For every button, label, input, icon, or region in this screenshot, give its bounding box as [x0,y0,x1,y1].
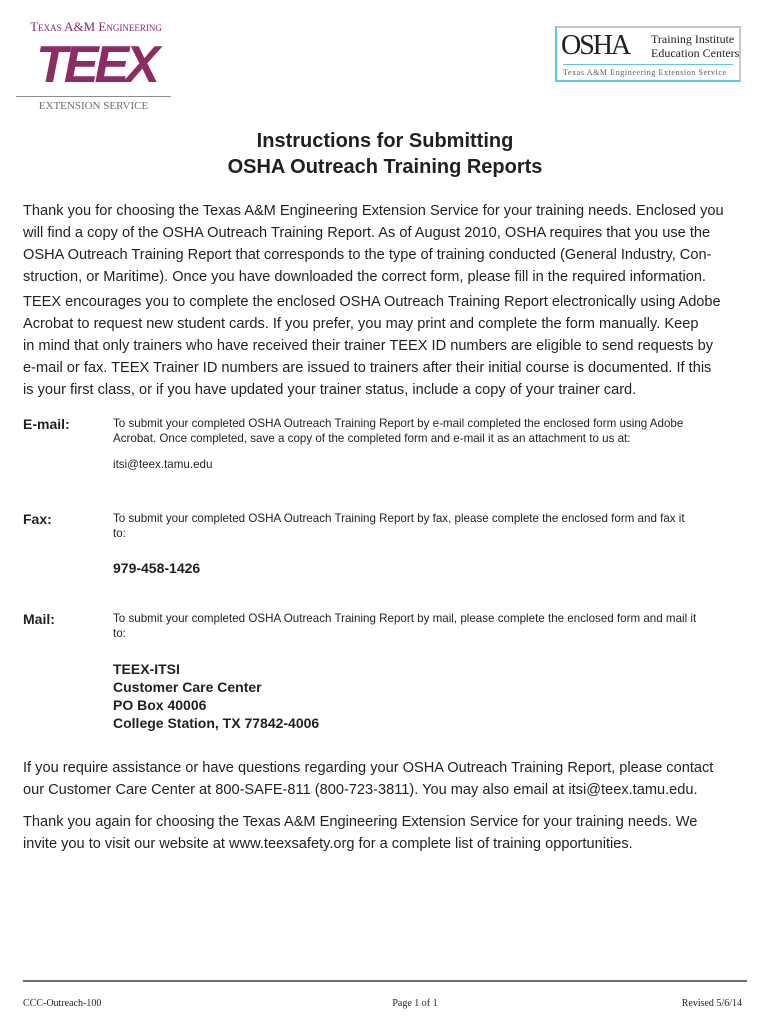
osha-logo-rule [563,64,733,65]
email-address-link[interactable]: itsi@teex.tamu.edu [113,458,213,471]
osha-logo-bottom: Texas A&M Engineering Extension Service [563,68,727,77]
osha-logo [555,26,741,82]
text-line: is your first class, or if you have updated your trainer status, include a copy of your trainer card. [23,382,637,398]
footer-revised-date: Revised 5/6/14 [681,998,742,1009]
email-label: E-mail: [23,416,70,432]
address-line: College Station, TX 77842-4006 [113,715,320,731]
fax-number: 979-458-1426 [113,560,201,576]
text-line: OSHA Outreach Training Report that corresponds to the type of training conducted (General Industry, Con- [23,247,712,263]
intro-paragraph-2 [23,291,753,401]
text-line: Thank you for choosing the Texas A&M Engineering Extension Service for your training needs. Enclosed you [23,203,724,219]
text-line: Thank you again for choosing the Texas A&M Engineering Extension Service for your training needs. We [23,814,698,830]
text-line: our Customer Care Center at 800-SAFE-811 (800-723-3811). You may also email at itsi@teex.tamu.edu. [23,782,698,798]
text-line: If you require assistance or have questions regarding your OSHA Outreach Training Report, please contact [23,760,714,776]
text-line: will find a copy of the OSHA Outreach Training Report. As of August 2010, OSHA requires that you use the [23,225,711,241]
text-line: TEEX encourages you to complete the enclosed OSHA Outreach Training Report electronically using Adobe [23,294,721,310]
closing-paragraph-1 [23,757,753,801]
text-line: e-mail or fax. TEEX Trainer ID numbers are issued to trainers after their initial course is documented. If this [23,360,712,376]
text-line: To submit your completed OSHA Outreach Training Report by e-mail completed the enclosed form using Adobe [113,417,684,430]
intro-paragraph-1 [23,200,753,288]
teex-logo-bottom-text: EXTENSION SERVICE [38,100,149,112]
osha-logo-line2: Education Centers [651,46,740,60]
closing-paragraph-2 [23,811,753,855]
teex-logo-top-text: Texas A&M Engineering [30,19,162,34]
mailing-address [113,660,319,732]
teex-logo [16,20,176,114]
page-title-line-1: Instructions for Submitting [256,130,514,152]
text-line: Acrobat to request new student cards. If you prefer, you may print and complete the form manually. Keep [23,316,699,332]
teex-logo-mark: TEEX [36,37,156,93]
text-line: to: [113,526,126,540]
address-line: PO Box 40006 [113,697,207,713]
osha-logo-mark: OSHA [561,31,630,61]
text-line: to: [113,626,126,640]
address-line: Customer Care Center [113,679,262,695]
footer-form-id: CCC-Outreach-100 [23,998,102,1009]
fax-label: Fax: [23,511,52,527]
mail-label: Mail: [23,611,55,627]
text-line: Acrobat. Once completed, save a copy of the completed form and e-mail it as an attachment to us at: [113,431,631,445]
text-line: struction, or Maritime). Once you have downloaded the correct form, please fill in the required information. [23,269,706,285]
email-instructions [113,417,683,446]
footer-rule [23,980,747,982]
address-line: TEEX-ITSI [113,661,180,677]
mail-instructions [113,612,696,641]
teex-logo-divider [16,96,171,97]
text-line: invite you to visit our website at www.teexsafety.org for a complete list of training opportunities. [23,836,633,852]
footer-page-number: Page 1 of 1 [392,998,438,1009]
osha-logo-line1: Training Institute [651,32,735,46]
page-title-line-2: OSHA Outreach Training Reports [227,156,543,178]
text-line: To submit your completed OSHA Outreach Training Report by mail, please complete the enclosed form and mail it [113,612,697,625]
text-line: To submit your completed OSHA Outreach Training Report by fax, please complete the enclosed form and fax it [113,512,685,525]
text-line: in mind that only trainers who have received their trainer TEEX ID numbers are eligible to send requests by [23,338,714,354]
fax-instructions [113,512,685,541]
